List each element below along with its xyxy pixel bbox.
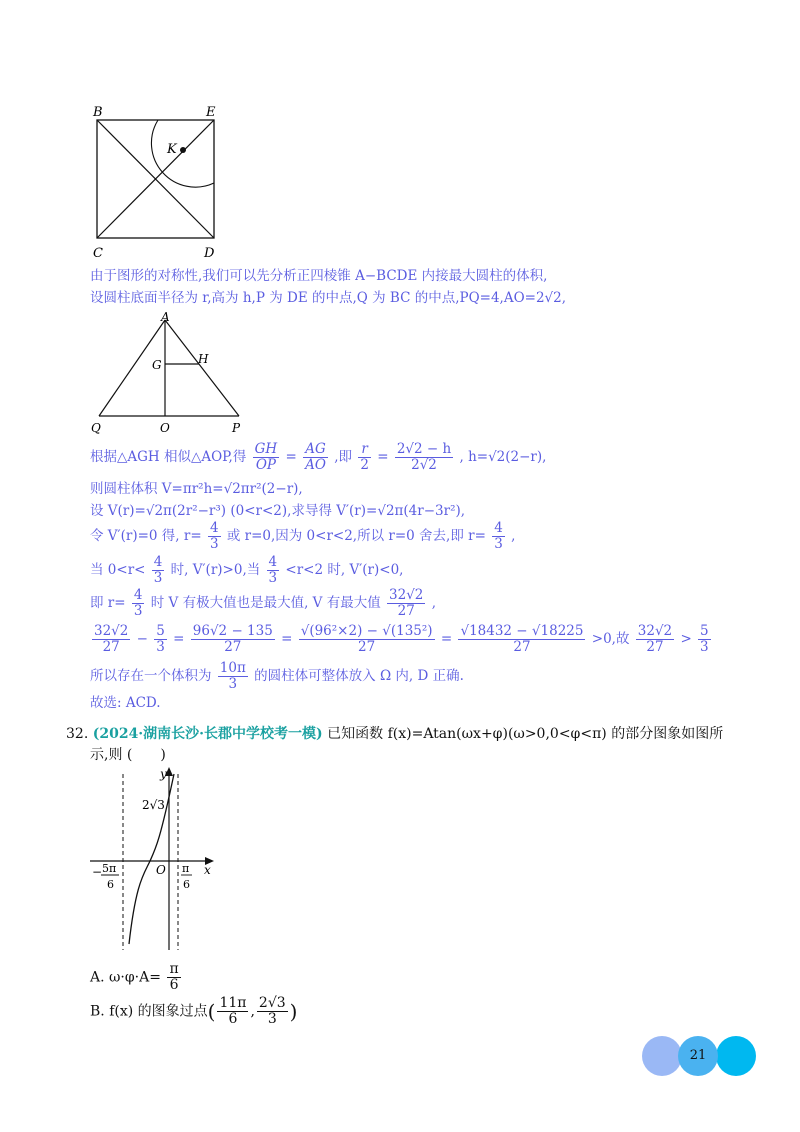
right-tick-den: 6 — [183, 878, 190, 891]
label-B: B — [93, 105, 103, 120]
solution-line-7: 当 0<r< $\frac{4}{3}$ 时, V′(r)>0,当 $\frac{4}{3}$ <r<2 时, V′(r)<0, — [90, 554, 404, 586]
y-axis-label: y — [160, 767, 167, 781]
label-O: O — [160, 421, 170, 435]
badge-circle-left — [642, 1036, 682, 1076]
x-axis-label: x — [204, 863, 211, 877]
problem-source: (2024·湖南长沙·长郡中学校考一模) — [92, 726, 323, 742]
value-label: 2√3 — [142, 798, 165, 812]
solution-line-3: 根据△AGH 相似△AOP,得 $\frac{GH}{OP}$ = $\frac{AG}{AO}$ ,即 $\frac{r}{2}$ = $\frac{2√2 - h}{2√2}$ , h=√2(2−r), — [90, 441, 547, 473]
problem-32 — [66, 723, 723, 743]
solution-line-5: 设 V(r)=√2π(2r²−r³) (0<r<2),求导得 V′(r)=√2π(4r−3r²), — [90, 503, 466, 519]
label-G: G — [152, 358, 162, 372]
page-number: 21 — [689, 1048, 707, 1063]
solution-line-10: 所以存在一个体积为 $\frac{10\pi}{3}$ 的圆柱体可整体放入 Ω 内, D 正确. — [90, 660, 464, 692]
solution-line-2: 设圆柱底面半径为 r,高为 h,P 为 DE 的中点,Q 为 BC 的中点,PQ=4,AO=2√2, — [90, 290, 567, 306]
solution-line-8: 即 r= $\frac{4}{3}$ 时 V 有极大值也是最大值, V 有最大值 $\frac{32√2}{27}$ , — [90, 587, 436, 619]
label-A: A — [161, 310, 170, 324]
label-H: H — [198, 352, 209, 366]
answer-line: 故选: ACD. — [90, 695, 161, 711]
option-b: B. f(x) 的图象过点( $\frac{11\pi}{6}$ , $\frac{2√3}{3}$ ) — [90, 995, 298, 1027]
left-tick-num: 5π — [102, 862, 117, 875]
solution-line-6: 令 V′(r)=0 得, r= $\frac{4}{3}$ 或 r=0,因为 0<r<2,所以 r=0 舍去,即 r= $\frac{4}{3}$ , — [90, 520, 516, 552]
problem-stem-1: 已知函数 f(x)=Atan(ωx+φ)(ω>0,0<φ<π) 的部分图象如图所 — [327, 726, 724, 742]
page-badge — [642, 1036, 758, 1076]
origin-label: O — [156, 863, 166, 877]
solution-line-1: 由于图形的对称性,我们可以先分析正四棱锥 A−BCDE 内接最大圆柱的体积, — [90, 268, 548, 284]
badge-circle-right — [716, 1036, 756, 1076]
square-figure — [86, 100, 236, 265]
label-Q: Q — [91, 421, 101, 435]
label-K: K — [167, 142, 177, 157]
right-tick-num: π — [182, 862, 190, 875]
left-tick-den: 6 — [107, 878, 114, 891]
problem-stem-2: 示,则 ( ) — [90, 747, 166, 763]
triangle-figure — [86, 308, 256, 438]
label-E: E — [206, 105, 216, 120]
label-C: C — [93, 246, 103, 261]
solution-line-9: $\frac{32√2}{27}$ − $\frac{5}{3}$ = $\frac{96√2 - 135}{27}$ = $\frac{\text{√(96²×2) − √(135²)}}{27}$ = $\frac{√18432 - √18225}{27}$ >0,故 $\frac{32√2}{27}$ > $\frac{5}{3}$ — [94, 623, 709, 655]
label-D: D — [204, 246, 215, 261]
left-tick-sign: − — [92, 865, 103, 879]
label-P: P — [232, 421, 241, 435]
problem-number: 32. — [66, 726, 89, 742]
solution-line-4: 则圆柱体积 V=πr²h=√2πr²(2−r), — [90, 481, 303, 497]
tangent-graph — [86, 762, 226, 954]
option-a: A. ω·φ·A= $\frac{\pi}{6}$ — [90, 961, 179, 993]
